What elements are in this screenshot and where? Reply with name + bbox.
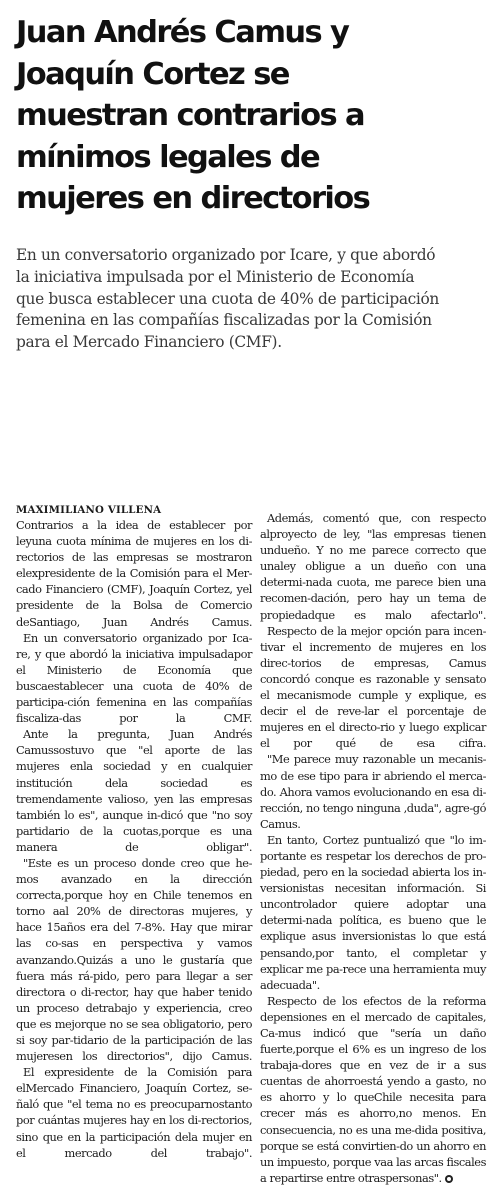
body-line: que no se sea obligatorio, pero si soy par- xyxy=(16,1016,252,1047)
body-line: do un ahorro en un impuesto, porque va xyxy=(260,1138,486,1169)
body-line: por el Ministerio de Economía que busca xyxy=(16,646,252,693)
lead-line: femenina en las compañías fiscalizadas por la Comisión xyxy=(16,311,432,330)
body-line: cado Financiero (CMF), Joaquín Cortez, y xyxy=(16,582,243,597)
body-line: la mujer en el mercado del trabajo". xyxy=(16,1129,252,1160)
body-line: lar el porcentaje de mujeres en el directo- xyxy=(260,704,486,735)
headline-line: muestran contrarios a xyxy=(16,98,365,133)
body-line: mo de ese tipo para ir abriendo el merca- xyxy=(260,768,486,783)
body-line: dida positiva, porque se está convirtien- xyxy=(260,1122,487,1153)
body-paragraph xyxy=(260,751,486,831)
body-paragraph xyxy=(16,1064,252,1161)
body-line: la sociedad es tremendamente valioso, y xyxy=(16,775,253,806)
body-line: En un conversatorio organizado por Ica- xyxy=(23,630,252,645)
body-line: pido, pero para llegar a ser directora o di- xyxy=(16,968,252,999)
lead-paragraph xyxy=(16,245,486,354)
headline-line: mujeres en directorios xyxy=(16,181,370,216)
body-line: ley obligue a un dueño con una determi- xyxy=(260,559,486,590)
body-line: tivar el incremento de mujeres en los direc- xyxy=(260,639,486,670)
end-of-article-icon xyxy=(445,1175,453,1183)
body-line: "Me parece muy razonable un mecanis- xyxy=(267,752,486,767)
body-line: porque es una manera de obligar". xyxy=(16,823,253,854)
body-paragraph xyxy=(260,832,486,993)
body-line: de cumple y explique, es decir el de reve- xyxy=(260,688,486,719)
body-line: Santiago, Juan Andrés Camus. xyxy=(29,614,252,629)
body-line: rece una herramienta muy adecuada". xyxy=(260,961,486,992)
body-line: años era del 7-8%. Hay que mirar las co- xyxy=(16,920,253,951)
body-line: está yendo a gasto, no es ahorro y lo que xyxy=(260,1074,486,1105)
body-line: das por la CMF. xyxy=(62,711,252,726)
body-line: trabajo y experiencia, creo que es mejor xyxy=(16,1000,253,1031)
body-line: Respecto de los efectos de la reforma de xyxy=(260,993,486,1024)
body-line: Mercado Financiero, Joaquín Cortez, se- xyxy=(25,1081,252,1096)
headline-line: mínimos legales de xyxy=(16,139,320,175)
body-line: nada cuota, me parece bien una recomen- xyxy=(260,575,486,606)
lead-line: para el Mercado Financiero (CMF). xyxy=(16,333,282,352)
headline-line: Juan Andrés Camus y xyxy=(16,15,349,50)
body-line: por tanto, el completar y explicar me pa- xyxy=(260,945,486,976)
body-line: nada política, es bueno que le explique a xyxy=(260,913,486,944)
body-line: rectorios de las empresas se mostraron el xyxy=(16,550,252,581)
body-line: rector, hay que haber tenido un proceso de xyxy=(16,984,252,1015)
body-line: no menos. En consecuencia, no es una me- xyxy=(260,1106,487,1137)
body-line: dación, pero hay un tema de propiedad xyxy=(260,591,486,622)
body-line: ñaló que "el tema no es preocuparnos xyxy=(16,1097,225,1112)
body-line: sus inversionistas lo que está pensando, xyxy=(260,929,486,960)
body-line: el presidente de la Bolsa de Comercio de xyxy=(16,582,252,629)
body-line: proyecto de ley, "las empresas tienen un xyxy=(260,527,486,558)
body-line: piedad, pero en la sociedad abierta los in- xyxy=(260,865,486,880)
body-line: dueño. Y no me parece correcto que una xyxy=(260,543,486,574)
article-column-left xyxy=(16,517,252,1161)
body-line: torios de empresas, Camus concordó con xyxy=(260,655,486,686)
body-line: En tanto, Cortez puntualizó que "lo im- xyxy=(267,832,486,847)
body-line: mus indicó que "sería un daño fuerte, xyxy=(260,1026,486,1057)
headline-line: Joaquín Cortez se xyxy=(16,56,289,92)
body-line: establecer una cuota de 40% de participa- xyxy=(16,678,252,710)
body-paragraph xyxy=(16,630,252,727)
body-line: versionistas necesitan información. Si un xyxy=(260,881,486,912)
body-line: expresidente de la Comisión para el Mer- xyxy=(25,566,252,581)
body-line: dores que en vez de ir a sus cuentas de ahorro xyxy=(260,1058,486,1089)
body-paragraph xyxy=(260,623,486,752)
body-line: El expresidente de la Comisión para el xyxy=(16,1065,252,1096)
body-line: tidario de la participación de las mujeres xyxy=(16,1033,253,1064)
body-line: personas". xyxy=(385,1171,453,1185)
body-line: rectorios, sino que en la participación de xyxy=(16,1113,252,1144)
body-line: Respecto de la mejor opción para incen- xyxy=(267,623,486,638)
body-line: que es razonable y sensato el mecanismo xyxy=(260,671,486,703)
body-line: portante es respetar los derechos de pro- xyxy=(260,848,486,863)
body-line: rección, no tengo ninguna ,duda", agre- xyxy=(260,800,473,815)
body-line: Quizás a uno le gustaría que fuera más rá- xyxy=(16,952,252,983)
body-line: dicó que "no soy partidario de la cuotas, xyxy=(16,807,252,838)
body-line: que es malo afectarlo". xyxy=(314,607,486,622)
body-line: rio y luego explicar el por qué de esa cifra. xyxy=(260,720,486,751)
body-line: mos avanzado en la dirección correcta, xyxy=(16,872,252,903)
body-line: una cuota mínima de mujeres en los di- xyxy=(31,534,252,549)
article-column-right xyxy=(260,510,486,1186)
body-line: a las arcas fiscales a repartirse entre otras xyxy=(260,1154,486,1185)
body-line: sas en perspectiva y vamos avanzando. xyxy=(16,936,252,967)
body-line: Además, comentó que, con respecto al xyxy=(260,511,486,542)
lead-line: En un conversatorio organizado por Icare, y que abordó xyxy=(16,246,436,264)
body-paragraph xyxy=(16,855,252,1064)
body-paragraph xyxy=(260,993,486,1186)
body-line: porque el 6% es un ingreso de los trabaja- xyxy=(260,1042,486,1073)
body-line: gó Camus. xyxy=(260,800,486,831)
body-line: porque hoy en Chile tenemos en torno a xyxy=(16,888,252,919)
body-line: ción femenina en las compañías fiscaliza- xyxy=(16,695,252,726)
body-line: "Este es un proceso donde creo que he- xyxy=(23,855,252,870)
body-line: en los directorios", dijo Camus. xyxy=(59,1049,252,1064)
body-line: do. Ahora vamos evolucionando en esa di- xyxy=(260,784,486,799)
body-line: al 20% de directoras mujeres, y hace 15 xyxy=(16,904,253,935)
body-line: Chile necesita para crecer más es ahorro, xyxy=(260,1090,486,1121)
body-line: controlador quiere adoptar una determi- xyxy=(260,897,486,928)
body-paragraph xyxy=(260,510,486,623)
byline: MAXIMILIANO VILLENA xyxy=(16,504,162,516)
body-line: re, y que abordó la iniciativa impulsada xyxy=(16,646,234,661)
body-paragraph xyxy=(16,517,252,630)
body-line: en las empresas también lo es", aunque in- xyxy=(16,791,252,822)
body-line: Contrarios a la idea de establecer por ley xyxy=(16,518,252,549)
lead-line: la iniciativa impulsada por el Ministerio de Economía xyxy=(16,267,415,286)
body-line: pensiones en el mercado de capitales, Ca- xyxy=(260,1009,486,1040)
headline xyxy=(16,12,486,220)
body-line: la sociedad y en cualquier institución de xyxy=(16,759,252,790)
body-paragraph xyxy=(16,726,252,855)
body-line: Ante la pregunta, Juan Andrés Camus xyxy=(16,727,252,758)
body-line: tanto por cuántas mujeres hay en los di- xyxy=(16,1097,252,1128)
lead-line: que busca establecer una cuota de 40% de participación xyxy=(16,289,439,308)
body-line: sostuvo que "el aporte de las mujeres en xyxy=(16,743,252,774)
